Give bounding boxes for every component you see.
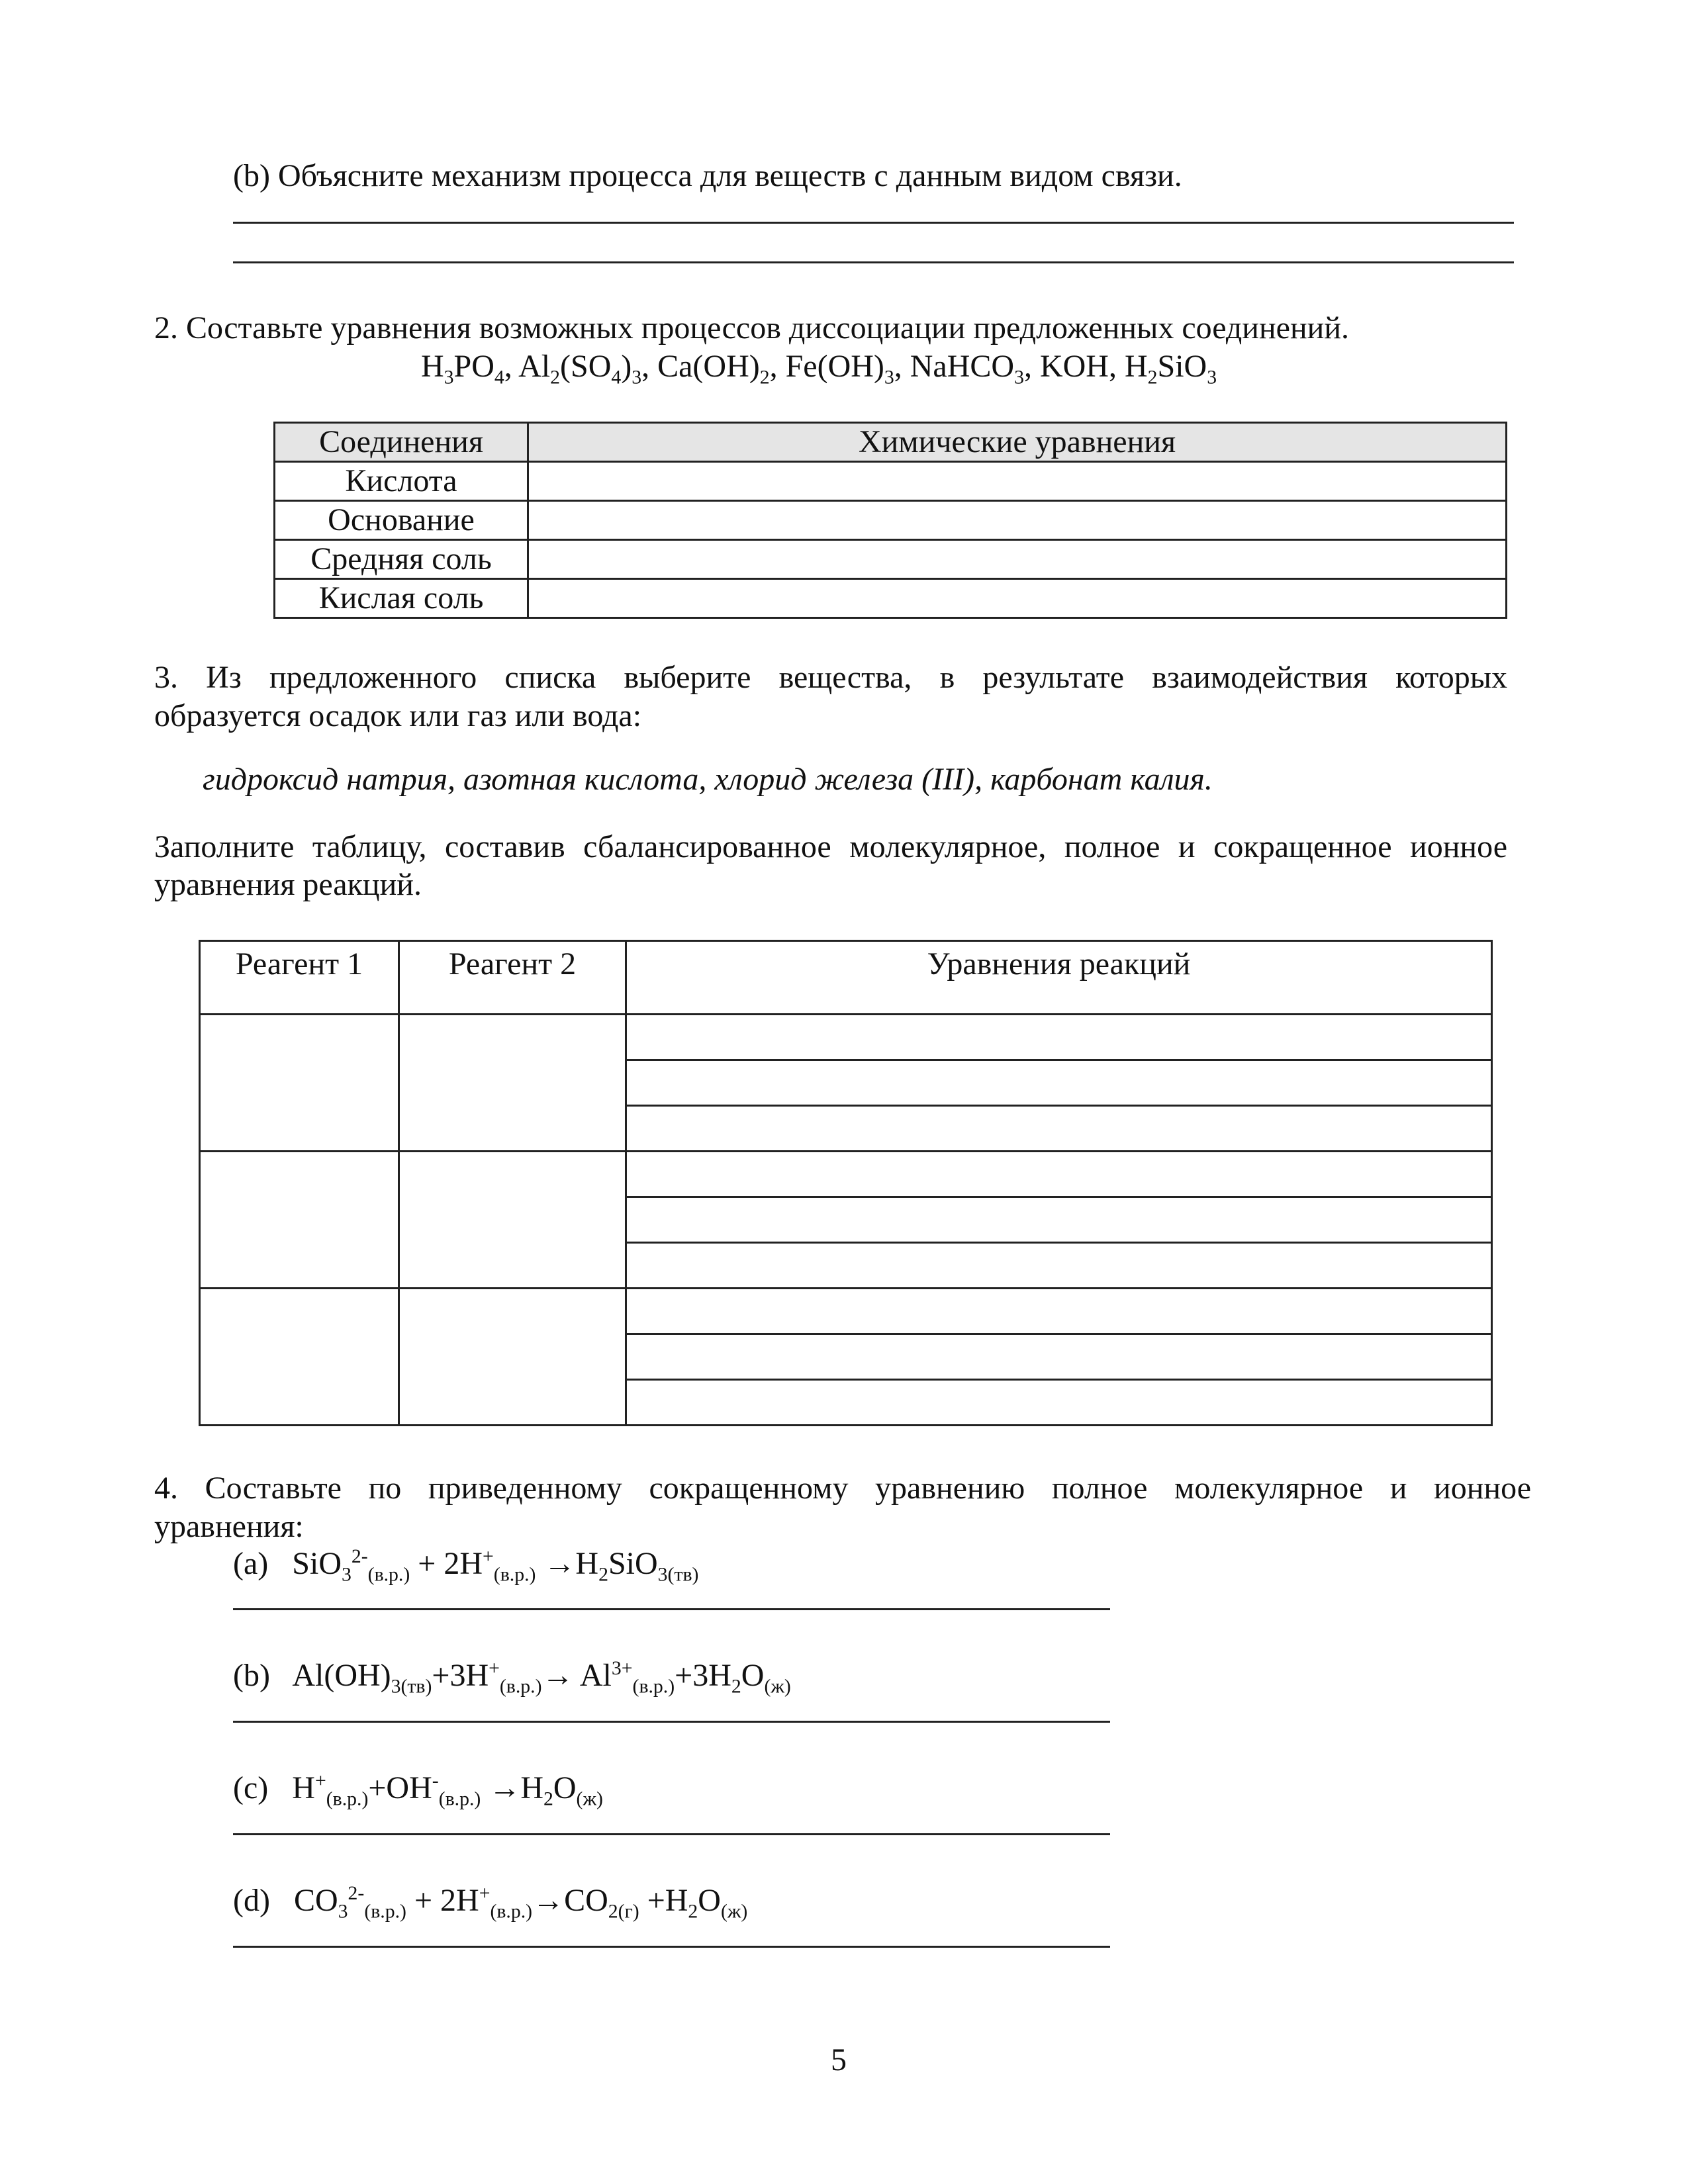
q3-substances-list: гидроксид натрия, азотная кислота, хлорид железа (III), карбонат калия. [203,762,1213,797]
row-label-acid-salt: Кислая соль [275,579,528,618]
row-label-acid: Кислота [275,462,528,501]
dissociation-table [273,422,1507,619]
table-row [275,579,1507,618]
compound-al2so43: $Al_2(SO_4)_3$, [518,349,650,388]
row-label-base: Основание [275,501,528,540]
q4-prompt-line1: 4. Составьте по приведенному сокращенному уравнению полное молекулярное и ионное [154,1471,1531,1506]
reaction-equation-cell[interactable] [626,1152,1492,1197]
answer-line[interactable] [233,261,1514,263]
reagent2-cell[interactable] [399,1289,626,1426]
table-row [200,1289,1492,1334]
table-row [275,540,1507,579]
col-equations-header: Химические уравнения [528,423,1507,462]
reaction-equation-cell[interactable] [626,1243,1492,1289]
answer-line[interactable] [233,1721,1110,1723]
q2-prompt: 2. Составьте уравнения возможных процессов диссоциации предложенных соединений. [154,310,1350,345]
reaction-equation-cell[interactable] [626,1197,1492,1243]
q4-equation-d: (d) $CO_3^{2-}_{(в.р.)} + 2H^+_{(в.р.)}\to CO_{2(г)} +H_2O_{(ж)}$ [233,1882,748,1923]
equation-cell[interactable] [528,462,1507,501]
compound-h2sio3: $H_2SiO_3$ [1124,349,1217,388]
q2-compound-list [421,347,1217,387]
q3-instruction-line1: Заполните таблицу, составив сбалансированное молекулярное, полное и сокращенное ионное [154,829,1507,864]
equation-cell[interactable] [528,579,1507,618]
reaction-equation-cell[interactable] [626,1106,1492,1152]
reaction-equation-cell[interactable] [626,1380,1492,1426]
reagent2-cell[interactable] [399,1015,626,1152]
q1b-text: (b) Объясните механизм процесса для веществ с данным видом связи. [233,158,1182,193]
col-compounds-header: Соединения [275,423,528,462]
reagent1-cell[interactable] [200,1015,399,1152]
table-row [200,1015,1492,1060]
answer-line[interactable] [233,1946,1110,1948]
reaction-equation-cell[interactable] [626,1060,1492,1106]
reagent2-cell[interactable] [399,1152,626,1289]
equation-cell[interactable] [528,501,1507,540]
compound-h3po4: $H_3PO_4$, [421,349,512,388]
table-row [200,1152,1492,1197]
row-label-normal-salt: Средняя соль [275,540,528,579]
q3-prompt-line2: образуется осадок или газ или вода: [154,698,642,733]
q4-equation-a: (a) $SiO_3^{2-}_{(в.р.)} + 2H^+_{(в.р.)} \to H_2SiO_{3(тв)}$ [233,1545,699,1586]
q4-equation-b: (b) $Al(OH)_{3(тв)}+3H^+_{(в.р.)}\to Al^{3+}_{(в.р.)}+3H_2O_{(ж)}$ [233,1657,791,1698]
col-reactions-header: Уравнения реакций [626,941,1492,1015]
q4-prompt-line2: уравнения: [154,1509,304,1544]
reaction-equation-cell[interactable] [626,1289,1492,1334]
compound-nahco3: NaHCO$_3$, [910,349,1032,388]
compound-feoh3: $Fe(OH)_3$, [785,349,902,388]
table-header-row [200,941,1492,1015]
reaction-equation-cell[interactable] [626,1015,1492,1060]
q3-prompt-line1: 3. Из предложенного списка выберите вещества, в результате взаимодействия которых [154,660,1507,695]
q3-instruction-line2: уравнения реакций. [154,867,422,902]
compound-koh: KOH, [1039,349,1117,384]
reagent1-cell[interactable] [200,1289,399,1426]
reaction-equation-cell[interactable] [626,1334,1492,1380]
q4-equation-c: (c) $H^+_{(в.р.)}+OH^-_{(в.р.)} \to H_2O_{(ж)}$ [233,1770,603,1810]
answer-line[interactable] [233,1833,1110,1835]
answer-line[interactable] [233,222,1514,224]
table-header-row [275,423,1507,462]
table-row [275,501,1507,540]
reactions-table [199,940,1493,1426]
page-number: 5 [831,2042,847,2077]
answer-line[interactable] [233,1608,1110,1610]
reagent1-cell[interactable] [200,1152,399,1289]
table-row [275,462,1507,501]
equation-cell[interactable] [528,540,1507,579]
compound-caoh2: $Ca(OH)_2$, [657,349,778,388]
col-reagent1-header: Реагент 1 [200,941,399,1015]
col-reagent2-header: Реагент 2 [399,941,626,1015]
